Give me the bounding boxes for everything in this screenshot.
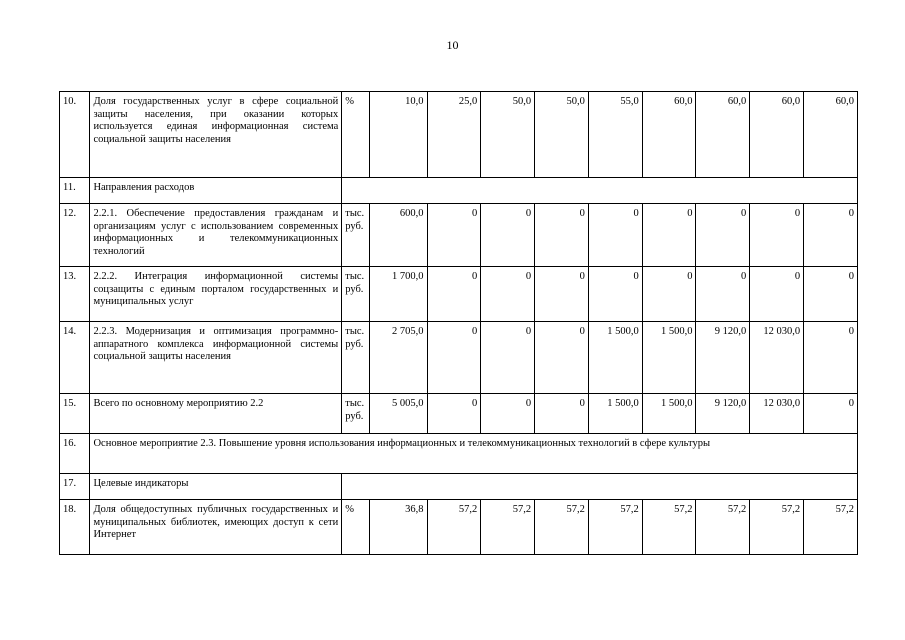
table-row xyxy=(60,178,858,204)
value-cell: 0 xyxy=(696,204,750,267)
value-cell: 0 xyxy=(804,267,858,322)
empty-cell xyxy=(342,474,858,500)
row-unit: тыс. руб. xyxy=(342,267,369,322)
row-description: Всего по основному мероприятию 2.2 xyxy=(90,394,342,434)
value-cell: 57,2 xyxy=(804,500,858,555)
row-number: 14. xyxy=(60,322,90,394)
value-cell: 0 xyxy=(588,267,642,322)
value-cell: 1 500,0 xyxy=(588,322,642,394)
value-cell: 57,2 xyxy=(588,500,642,555)
value-cell: 5 005,0 xyxy=(369,394,427,434)
row-description: 2.2.1. Обеспечение предоставления гражданам и организациям услуг с использованием современных информационных и телекоммуникационных технологий xyxy=(90,204,342,267)
table-row xyxy=(60,474,858,500)
row-description: 2.2.2. Интеграция информационной системы соцзащиты с единым порталом государственных и муниципальных услуг xyxy=(90,267,342,322)
value-cell: 60,0 xyxy=(804,92,858,178)
value-cell: 9 120,0 xyxy=(696,322,750,394)
value-cell: 1 500,0 xyxy=(642,394,696,434)
row-number: 10. xyxy=(60,92,90,178)
empty-cell xyxy=(342,178,858,204)
row-unit: тыс. руб. xyxy=(342,394,369,434)
value-cell: 0 xyxy=(535,204,589,267)
row-number: 16. xyxy=(60,434,90,474)
indicators-table xyxy=(59,91,858,555)
row-description: Целевые индикаторы xyxy=(90,474,342,500)
value-cell: 57,2 xyxy=(642,500,696,555)
value-cell: 0 xyxy=(535,394,589,434)
value-cell: 60,0 xyxy=(642,92,696,178)
value-cell: 600,0 xyxy=(369,204,427,267)
value-cell: 57,2 xyxy=(427,500,481,555)
row-number: 17. xyxy=(60,474,90,500)
value-cell: 0 xyxy=(481,267,535,322)
row-number: 11. xyxy=(60,178,90,204)
value-cell: 12 030,0 xyxy=(750,394,804,434)
value-cell: 55,0 xyxy=(588,92,642,178)
section-heading: Основное мероприятие 2.3. Повышение уровня использования информационных и телекоммуникационных технологий в сфере культуры xyxy=(90,434,858,474)
value-cell: 50,0 xyxy=(481,92,535,178)
table-row xyxy=(60,204,858,267)
row-description: 2.2.3. Модернизация и оптимизация программно-аппаратного комплекса информационной системы социальной защиты населения xyxy=(90,322,342,394)
row-description: Направления расходов xyxy=(90,178,342,204)
value-cell: 0 xyxy=(481,394,535,434)
row-unit: тыс. руб. xyxy=(342,204,369,267)
row-description: Доля государственных услуг в сфере социальной защиты населения, при оказании которых используется единая информационная система социальной защиты населения xyxy=(90,92,342,178)
value-cell: 10,0 xyxy=(369,92,427,178)
table-row xyxy=(60,394,858,434)
value-cell: 1 500,0 xyxy=(642,322,696,394)
table-row xyxy=(60,267,858,322)
value-cell: 0 xyxy=(427,204,481,267)
value-cell: 0 xyxy=(535,322,589,394)
row-number: 13. xyxy=(60,267,90,322)
row-description: Доля общедоступных публичных государственных и муниципальных библиотек, имеющих доступ к сети Интернет xyxy=(90,500,342,555)
value-cell: 60,0 xyxy=(750,92,804,178)
value-cell: 0 xyxy=(427,267,481,322)
table-row xyxy=(60,434,858,474)
value-cell: 2 705,0 xyxy=(369,322,427,394)
value-cell: 9 120,0 xyxy=(696,394,750,434)
value-cell: 0 xyxy=(642,204,696,267)
value-cell: 60,0 xyxy=(696,92,750,178)
value-cell: 0 xyxy=(427,322,481,394)
value-cell: 0 xyxy=(750,204,804,267)
table-row xyxy=(60,322,858,394)
value-cell: 0 xyxy=(588,204,642,267)
row-number: 12. xyxy=(60,204,90,267)
row-unit: тыс. руб. xyxy=(342,322,369,394)
value-cell: 0 xyxy=(750,267,804,322)
value-cell: 1 500,0 xyxy=(588,394,642,434)
row-unit: % xyxy=(342,92,369,178)
value-cell: 36,8 xyxy=(369,500,427,555)
value-cell: 0 xyxy=(481,322,535,394)
value-cell: 57,2 xyxy=(481,500,535,555)
value-cell: 0 xyxy=(804,322,858,394)
value-cell: 12 030,0 xyxy=(750,322,804,394)
row-number: 15. xyxy=(60,394,90,434)
value-cell: 50,0 xyxy=(535,92,589,178)
value-cell: 57,2 xyxy=(535,500,589,555)
row-unit: % xyxy=(342,500,369,555)
value-cell: 57,2 xyxy=(750,500,804,555)
page-number: 10 xyxy=(446,38,459,52)
value-cell: 0 xyxy=(427,394,481,434)
value-cell: 57,2 xyxy=(696,500,750,555)
value-cell: 0 xyxy=(481,204,535,267)
table-row xyxy=(60,92,858,178)
value-cell: 1 700,0 xyxy=(369,267,427,322)
value-cell: 0 xyxy=(535,267,589,322)
row-number: 18. xyxy=(60,500,90,555)
value-cell: 0 xyxy=(804,394,858,434)
table-row xyxy=(60,500,858,555)
value-cell: 0 xyxy=(804,204,858,267)
value-cell: 0 xyxy=(696,267,750,322)
value-cell: 25,0 xyxy=(427,92,481,178)
value-cell: 0 xyxy=(642,267,696,322)
